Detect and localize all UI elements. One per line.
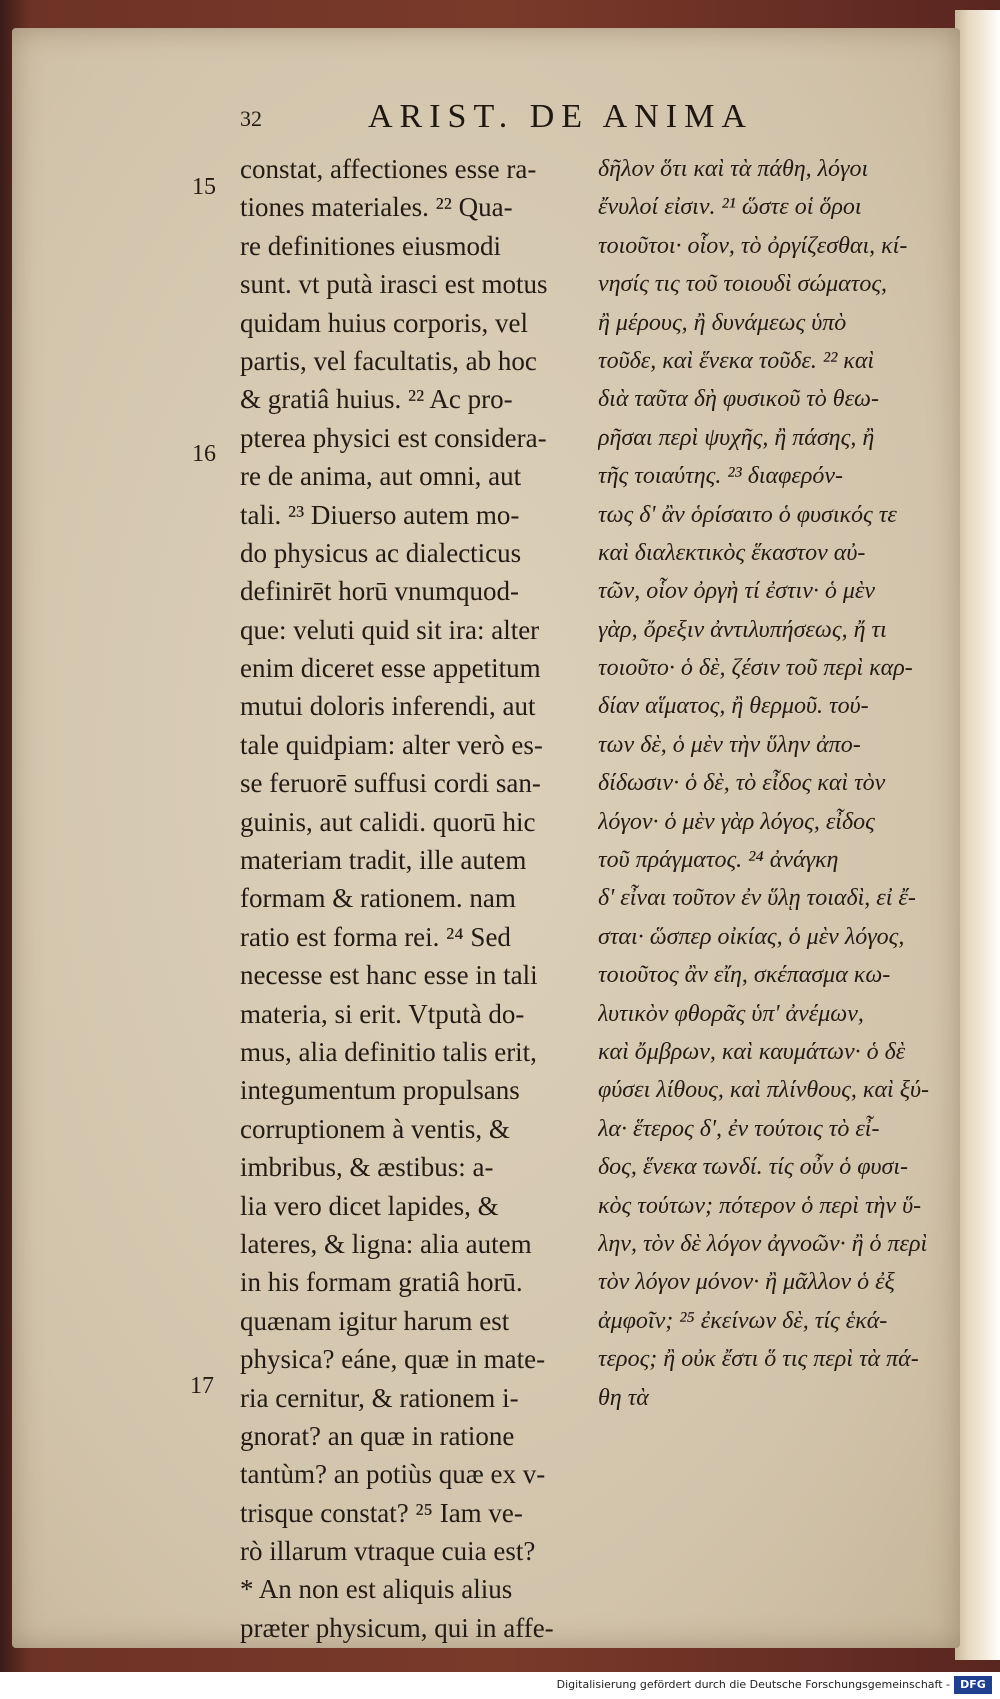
text-line: τοιοῦτος ἂν εἴη, σκέπασμα κω- bbox=[598, 962, 891, 989]
text-line: ρῆσαι περὶ ψυχῆς, ἢ πάσης, ἢ bbox=[598, 424, 875, 451]
text-line: tiones materiales. ²² Qua- bbox=[240, 192, 513, 223]
text-line: trisque constat? ²⁵ Iam ve- bbox=[240, 1497, 523, 1528]
text-line: ratio est forma rei. ²⁴ Sed bbox=[240, 921, 511, 952]
text-line: δίδωσιν· ὁ δὲ, τὸ εἶδος καὶ τὸν bbox=[598, 770, 886, 797]
text-line: λα· ἕτερος δ', ἐν τούτοις τὸ εἶ- bbox=[598, 1115, 880, 1142]
text-line: integumentum propulsans bbox=[240, 1075, 520, 1106]
text-line: λην, τὸν δὲ λόγον ἀγνοῶν· ἢ ὁ περὶ bbox=[598, 1230, 928, 1257]
text-line: τὸν λόγον μόνον· ἢ μᾶλλον ὁ ἐξ bbox=[598, 1269, 895, 1296]
text-line: δος, ἕνεκα τωνδί. τίς οὖν ὁ φυσι- bbox=[598, 1154, 909, 1181]
text-line: νησίς τις τοῦ τοιουδὶ σώματος, bbox=[598, 271, 888, 298]
text-line: pterea physici est considera- bbox=[240, 422, 547, 453]
text-line: tali. ²³ Diuerso autem mo- bbox=[240, 499, 520, 530]
text-line: φύσει λίθους, καὶ πλίνθους, καὶ ξύ- bbox=[598, 1077, 929, 1104]
footer-credit: Digitalisierung gefördert durch die Deutsche Forschungsgemeinschaft - bbox=[556, 1678, 950, 1691]
text-line: διὰ ταῦτα δὴ φυσικοῦ τὸ θεω- bbox=[598, 386, 879, 413]
text-line: ἢ μέρους, ἢ δυνάμεως ὑπὸ bbox=[598, 309, 847, 336]
text-line: que: veluti quid sit ira: alter bbox=[240, 614, 540, 645]
text-line: corruptionem à ventis, & bbox=[240, 1113, 510, 1144]
greek-text-column bbox=[598, 150, 943, 1417]
text-line: σται· ὥσπερ οἰκίας, ὁ μὲν λόγος, bbox=[598, 923, 905, 950]
text-line: mus, alia definitio talis erit, bbox=[240, 1036, 537, 1067]
text-line: ἀμφοῖν; ²⁵ ἐκείνων δὲ, τίς ἑκά- bbox=[598, 1307, 888, 1334]
text-line: λόγον· ὁ μὲν γὰρ λόγος, εἶδος bbox=[598, 808, 875, 835]
text-line: partis, vel facultatis, ab hoc bbox=[240, 345, 537, 376]
text-line: enim diceret esse appetitum bbox=[240, 653, 541, 684]
text-line: quænam igitur harum est bbox=[240, 1305, 510, 1336]
text-line: γὰρ, ὄρεξιν ἀντιλυπήσεως, ἤ τι bbox=[598, 616, 887, 643]
text-line: se feruorē suffusi cordi san- bbox=[240, 768, 541, 799]
text-line: τοιοῦτοι· οἷον, τὸ ὀργίζεσθαι, κί- bbox=[598, 232, 908, 259]
text-line: tale quidpiam: alter verò es- bbox=[240, 729, 543, 760]
text-line: δ' εἶναι τοῦτον ἐν ὕλῃ τοιαδὶ, εἰ ἔ- bbox=[598, 885, 916, 912]
text-line: τοιοῦτο· ὁ δὲ, ζέσιν τοῦ περὶ καρ- bbox=[598, 655, 913, 682]
text-line: rò illarum vtraque cuia est? bbox=[240, 1536, 536, 1567]
text-line: καὶ ὄμβρων, καὶ καυμάτων· ὁ δὲ bbox=[598, 1038, 906, 1065]
text-line: & gratiâ huius. ²² Ac pro- bbox=[240, 384, 513, 415]
margin-number: 16 bbox=[192, 441, 216, 467]
running-head-title: ARIST. DE ANIMA bbox=[368, 98, 753, 135]
text-line: δίαν αἵματος, ἢ θερμοῦ. τού- bbox=[598, 693, 869, 720]
text-line: physica? eáne, quæ in mate- bbox=[240, 1344, 546, 1375]
text-line: præter physicum, qui in affe- bbox=[240, 1612, 554, 1643]
text-line: formam & rationem. nam bbox=[240, 883, 516, 914]
text-line: κὸς τούτων; πότερον ὁ περὶ τὴν ὕ- bbox=[598, 1192, 922, 1219]
text-line: definirēt horū vnumquod- bbox=[240, 576, 519, 607]
page-number: 32 bbox=[240, 106, 262, 131]
text-line: mutui doloris inferendi, aut bbox=[240, 691, 536, 722]
text-line: re definitiones eiusmodi bbox=[240, 230, 501, 261]
text-line: καὶ διαλεκτικὸς ἕκαστον αὐ- bbox=[598, 539, 866, 566]
text-line: sunt. vt putà irasci est motus bbox=[240, 269, 548, 300]
text-line: in his formam gratiâ horū. bbox=[240, 1267, 523, 1298]
text-line: ἔνυλοί εἰσιν. ²¹ ὥστε οἱ ὅροι bbox=[598, 194, 862, 221]
text-line: θη τὰ bbox=[598, 1384, 649, 1411]
text-line: δῆλον ὅτι καὶ τὰ πάθη, λόγοι bbox=[598, 156, 869, 182]
text-line: τοῦ πράγματος. ²⁴ ἀνάγκη bbox=[598, 847, 839, 874]
text-line: constat, affectiones esse ra- bbox=[240, 154, 537, 184]
text-line: τως δ' ἂν ὁρίσαιτο ὁ φυσικός τε bbox=[598, 501, 897, 528]
text-line: gnorat? an quæ in ratione bbox=[240, 1420, 515, 1451]
text-line: guinis, aut calidi. quorū hic bbox=[240, 806, 536, 837]
margin-number: 17 bbox=[190, 1373, 214, 1399]
margin-number: 15 bbox=[192, 174, 216, 200]
text-line: necesse est hanc esse in tali bbox=[240, 960, 538, 991]
page-edge bbox=[955, 10, 1000, 1660]
text-line: ria cernitur, & rationem i- bbox=[240, 1382, 519, 1413]
latin-text-column bbox=[240, 150, 575, 1647]
text-line: τῶν, οἷον ὀργὴ τί ἐστιν· ὁ μὲν bbox=[598, 578, 876, 605]
text-line: τῆς τοιαύτης. ²³ διαφερόν- bbox=[598, 463, 844, 490]
text-line: lateres, & ligna: alia autem bbox=[240, 1228, 532, 1259]
text-line: τοῦδε, καὶ ἕνεκα τοῦδε. ²² καὶ bbox=[598, 347, 875, 374]
text-line: materiam tradit, ille autem bbox=[240, 845, 527, 876]
text-line: tantùm? an potiùs quæ ex v- bbox=[240, 1459, 546, 1490]
text-line: λυτικὸν φθορᾶς ὑπ' ἀνέμων, bbox=[598, 1000, 864, 1027]
text-line: lia vero dicet lapides, & bbox=[240, 1190, 499, 1221]
text-line: do physicus ac dialecticus bbox=[240, 537, 522, 568]
footer-bar bbox=[0, 1672, 1000, 1699]
text-line: re de anima, aut omni, aut bbox=[240, 461, 522, 492]
text-line: τερος; ἢ οὐκ ἔστι ὅ τις περὶ τὰ πά- bbox=[598, 1346, 919, 1373]
text-line: quidam huius corporis, vel bbox=[240, 307, 528, 338]
dfg-logo: DFG bbox=[954, 1676, 992, 1694]
text-line: imbribus, & æstibus: a- bbox=[240, 1152, 494, 1183]
text-line: των δὲ, ὁ μὲν τὴν ὕλην ἀπο- bbox=[598, 731, 861, 758]
text-line: materia, si erit. Vtputà do- bbox=[240, 998, 525, 1029]
text-line: * An non est aliquis alius bbox=[240, 1574, 513, 1605]
